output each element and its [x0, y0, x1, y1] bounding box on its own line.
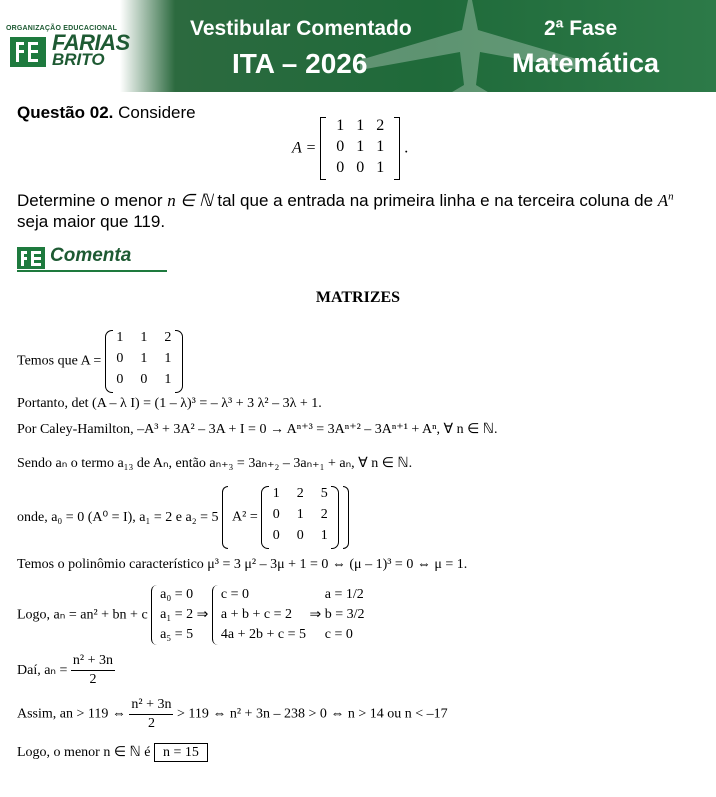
comenta-mark-icon [17, 247, 45, 269]
matrix-cell: 1 [356, 117, 365, 134]
final-text: Logo, o menor n ∈ ℕ é [17, 745, 151, 760]
implies-symbol: ⇒ [309, 607, 322, 623]
logo-name-farias: FARIAS [52, 30, 130, 55]
header-phase: 2ª Fase [544, 17, 618, 40]
matrix-cell: 5 [320, 486, 328, 501]
matrix-a2 [261, 486, 339, 549]
question-heading [17, 103, 196, 123]
matrix-cell: 0 [272, 528, 280, 543]
assim-fraction [129, 696, 173, 733]
dai-fraction [71, 652, 115, 689]
header-subject: Matemática [512, 48, 660, 78]
logo-name-brito: BRITO [52, 50, 105, 69]
matrix-cell: 0 [336, 138, 345, 155]
header-banner [0, 0, 716, 92]
header-exam: ITA – 2026 [232, 48, 368, 79]
matrix-cell: 1 [164, 372, 172, 387]
fraction-numerator: n² + 3n [129, 696, 173, 715]
system-row: c = 0 [324, 627, 353, 642]
matrix-cell: 1 [140, 351, 148, 366]
system-row: a = 1/2 [324, 587, 364, 602]
matrix-cell: 1 [272, 486, 280, 501]
sendo-line: Sendo aₙ o termo a₁₃ de Aₙ, então aₙ₊₃ = 3aₙ₊₂ – 3aₙ₊₁ + aₙ, ∀ n ∈ ℕ. [17, 456, 413, 471]
onde-text: onde, a₀ = 0 (A⁰ = I), a₁ = 2 e a₂ = 5 [17, 510, 219, 525]
matrix-cell: 0 [116, 372, 124, 387]
comenta-label: Comenta [50, 245, 132, 266]
assim-text-2: > 119 ⇔ n² + 3n – 238 > 0 ⇔ n > 14 ou n < –17 [176, 706, 448, 722]
assim-line [17, 696, 448, 733]
a2-label: A² = [232, 509, 258, 525]
system-row: b = 3/2 [324, 607, 365, 622]
matrix-cell: 0 [336, 159, 345, 176]
matrix-cell: 0 [272, 507, 280, 522]
statement-part: tal que a entrada na primeira linha e na terceira coluna de [212, 191, 658, 210]
question-matrix-definition [292, 117, 408, 183]
system-line [17, 585, 365, 645]
matrix-cell: 2 [296, 486, 304, 501]
det-line: Portanto, det (A – λ I) = (1 – λ)³ = – λ³ + 3 λ² – 3λ + 1. [17, 396, 322, 411]
matrix-end: . [404, 139, 409, 157]
final-line [17, 744, 208, 761]
dai-label: Daí, aₙ = [17, 663, 68, 678]
matrix-cell: 1 [296, 507, 304, 522]
section-title: MATRIZES [315, 289, 401, 306]
polynomial-line: Temos o polinômio característico μ³ = 3 μ² – 3μ + 1 = 0 ⇔ (μ – 1)³ = 0 ⇔ μ = 1. [17, 557, 468, 572]
matrix-cell: 1 [164, 351, 172, 366]
logo-organization: ORGANIZAÇÃO EDUCACIONAL [6, 25, 118, 32]
system-row: a₅ = 5 [160, 627, 194, 642]
system-row: a₁ = 2 [160, 607, 194, 622]
matrix-cell: 0 [356, 159, 365, 176]
matrix-cell: 1 [376, 159, 385, 176]
implies-symbol: ⇒ [196, 607, 209, 623]
matrix-cell: 1 [116, 330, 124, 345]
statement-power-exp: n [668, 190, 674, 203]
statement-part: Determine o menor [17, 191, 168, 210]
question-matrix [320, 117, 400, 180]
fraction-denominator: 2 [89, 672, 97, 687]
a2-group [222, 486, 349, 549]
assim-text-1: Assim, an > 119 ⇔ [17, 706, 126, 722]
system-solution [325, 585, 365, 645]
matrix-cell: 2 [320, 507, 328, 522]
comenta-underline [17, 270, 167, 272]
fraction-numerator: n² + 3n [71, 652, 115, 671]
question-label: Questão 02. [17, 103, 114, 122]
matrix-cell: 0 [116, 351, 124, 366]
temos-que-line [17, 330, 183, 393]
matrix-name: A = [292, 139, 317, 157]
matrix-cell: 2 [376, 117, 385, 134]
logo-mark-icon [10, 37, 46, 67]
system-row: a + b + c = 2 [220, 607, 293, 622]
header-title: Vestibular Comentado [190, 17, 412, 40]
matrix-cell: 2 [164, 330, 172, 345]
matrix-cell: 1 [356, 138, 365, 155]
cayley-hamilton-line: Por Caley-Hamilton, –A³ + 3A² – 3A + I = 0 → Aⁿ⁺³ = 3Aⁿ⁺² – 3Aⁿ⁺¹ + Aⁿ, ∀ n ∈ ℕ. [17, 422, 498, 437]
matrix-a [105, 330, 183, 393]
final-answer-box: n = 15 [154, 743, 208, 762]
temos-que-text: Temos que A = [17, 353, 102, 369]
system-row: 4a + 2b + c = 5 [220, 627, 307, 642]
question-statement [17, 190, 707, 232]
matrix-cell: 1 [376, 138, 385, 155]
system-row: c = 0 [220, 587, 249, 602]
statement-power-base: A [657, 191, 669, 210]
matrix-cell: 1 [140, 330, 148, 345]
comenta-logo [17, 243, 167, 271]
fraction-denominator: 2 [147, 716, 155, 731]
matrix-cell: 1 [320, 528, 328, 543]
system-equations [212, 585, 306, 645]
question-intro: Considere [118, 103, 196, 122]
system-row: a₀ = 0 [160, 587, 194, 602]
matrix-cell: 1 [336, 117, 345, 134]
system-initial-values [151, 585, 193, 645]
logo-an-text: Logo, aₙ = an² + bn + c [17, 607, 148, 623]
matrix-cell: 0 [140, 372, 148, 387]
dai-line [17, 652, 115, 689]
onde-line [17, 486, 349, 549]
matrix-cell: 0 [296, 528, 304, 543]
statement-part: seja maior que 119. [17, 212, 166, 231]
statement-variable: n ∈ ℕ [167, 191, 213, 210]
